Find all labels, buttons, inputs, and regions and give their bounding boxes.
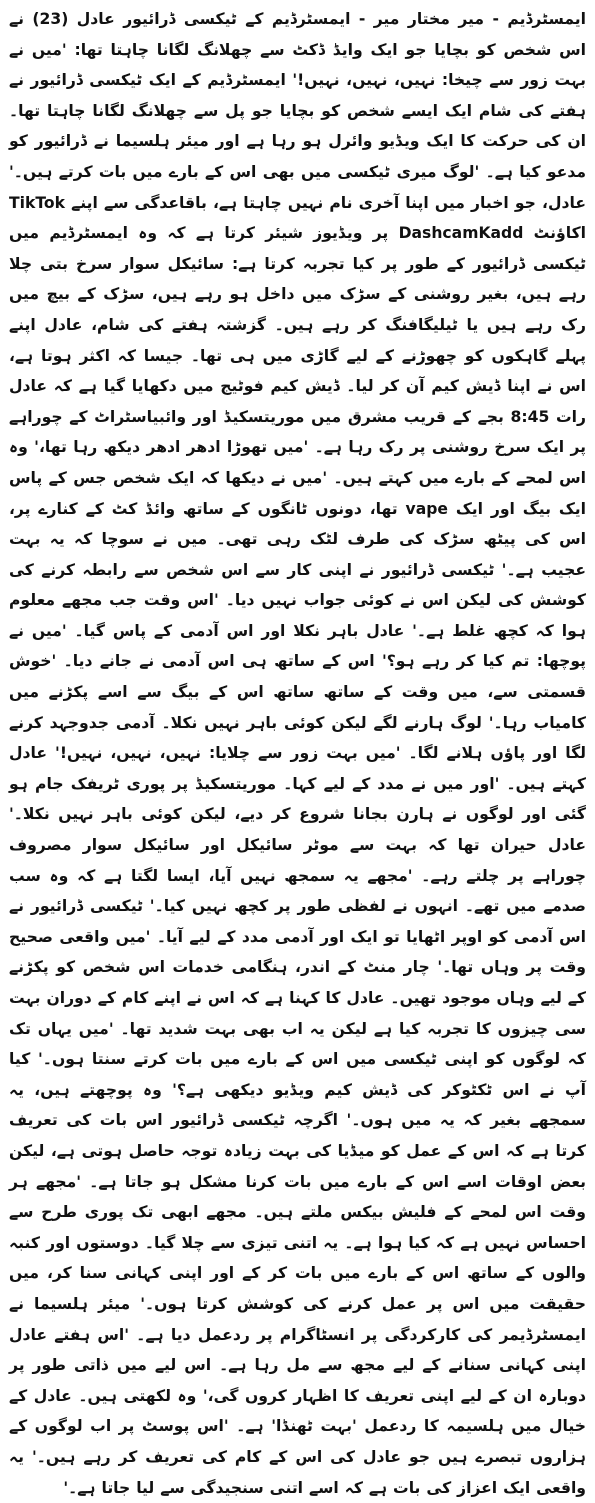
article-body: ایمسٹرڈیم - میر مختار میر - ایمسٹرڈیم کے ٹیکسی ڈرائیور عادل (23) نے اس شخص کو بچایا جو ایک وایڈ ڈکٹ سے چھلانگ لگانا چاہتا تھا: 'میں نے بہت زور سے چیخا: نہیں، نہیں، نہیں!' ایمسٹرڈیم کے ایک ٹیکسی ڈرائیور نے ہفتے کی شام ایک ایسے شخص کو بچایا جو پل سے چھلانگ لگانا چاہتا تھا۔ ان کی حرکت کا ایک ویڈیو وائرل ہو رہا ہے اور میئر ہلسیما نے ڈرائیور کو مدعو کیا ہے۔ 'لوگ میری ٹیکسی میں بھی اس کے بارے میں بات کرتے ہیں۔' عادل، جو اخبار میں اپنا آخری نام نہیں چاہتا ہے، باقاعدگی سے اپنے TikTok اکاؤنٹ DashcamKadd پر ویڈیوز شیئر کرتا ہے کہ وہ ایمسٹرڈیم میں ٹیکسی ڈرائیور کے طور پر کیا تجربہ کرتا ہے: سائیکل سوار سرخ بتی چلا رہے ہیں، بغیر روشنی کے سڑک میں داخل ہو رہے ہیں، سڑک کے بیچ میں رک رہے ہیں یا ٹیلیگافنگ کر رہے ہیں۔ گزشتہ ہفتے کی شام، عادل اپنے پہلے گاہکوں کو چھوڑنے کے لیے گاڑی میں ہی تھا۔ جیسا کہ اکثر ہوتا ہے، اس نے اپنا ڈیش کیم آن کر لیا۔ ڈیش کیم فوٹیج میں دکھایا گیا ہے کہ عادل رات 8:45 بجے کے قریب مشرق میں موریتسکیڈ اور وائبیاسٹراٹ کے چوراہے پر ایک سرخ روشنی پر رک رہا ہے۔ 'میں تھوڑا ادھر ادھر دیکھ رہا تھا،' وہ اس لمحے کے بارے میں کہتے ہیں۔ 'میں نے دیکھا کہ ایک شخص جس کے پاس ایک بیگ اور ایک vape تھا، دونوں ٹانگوں کے ساتھ وائڈ کٹ کے کنارے پر، اس کی پیٹھ سڑک کی طرف لٹک رہی تھی۔ میں نے سوچا کہ یہ بہت عجیب ہے۔' ٹیکسی ڈرائیور نے اپنی کار سے اس شخص سے رابطہ کرنے کی کوشش کی لیکن اس نے کوئی جواب نہیں دیا۔ 'اس وقت جب مجھے معلوم ہوا کہ کچھ غلط ہے۔' عادل باہر نکلا اور اس آدمی کے پاس گیا۔ 'میں نے پوچھا: تم کیا کر رہے ہو؟' اس کے ساتھ ہی اس آدمی نے جانے دیا۔ 'خوش قسمتی سے، میں وقت کے ساتھ ساتھ اس کے بیگ سے اسے پکڑنے میں کامیاب رہا۔' لوگ ہارنے لگے لیکن کوئی باہر نہیں نکلا۔ آدمی جدوجہد کرنے لگا اور پاؤں ہلانے لگا۔ 'میں بہت زور سے چلایا: نہیں، نہیں، نہیں!' عادل کہتے ہیں۔ 'اور میں نے مدد کے لیے کہا۔ موریتسکیڈ پر پوری ٹریفک جام ہو گئی اور لوگوں نے ہارن بجانا شروع کر دیے، لیکن کوئی باہر نہیں نکلا۔' عادل حیران تھا کہ بہت سے موٹر سائیکل اور سائیکل سوار مصروف چوراہے پر چلتے رہے۔ 'مجھے یہ سمجھ نہیں آیا، ایسا لگتا ہے کہ وہ سب صدمے میں تھے۔ انہوں نے لفظی طور پر کچھ نہیں کیا۔' ٹیکسی ڈرائیور نے اس آدمی کو اوپر اٹھایا تو ایک اور آدمی مدد کے لیے آیا۔ 'میں واقعی صحیح وقت پر وہاں تھا۔' چار منٹ کے اندر، ہنگامی خدمات اس شخص کو پکڑنے کے لیے وہاں موجود تھیں۔ عادل کا کہنا ہے کہ اس نے اپنے کام کے دوران بہت سی چیزوں کا تجربہ کیا ہے لیکن یہ اب بھی بہت شدید تھا۔ 'میں یہاں تک کہ لوگوں کو اپنی ٹیکسی میں اس کے بارے میں بات کرتے سنتا ہوں۔' کیا آپ نے اس ٹکٹوکر کی ڈیش کیم ویڈیو دیکھی ہے؟' وہ پوچھتے ہیں، یہ سمجھے بغیر کہ یہ میں ہوں۔' اگرچہ ٹیکسی ڈرائیور اس بات کی تعریف کرتا ہے کہ اس کے عمل کو میڈیا کی بہت زیادہ توجہ حاصل ہوتی ہے، لیکن بعض اوقات اسے اس کے بارے میں بات کرنا مشکل ہو جاتا ہے۔ 'مجھے ہر وقت اس لمحے کے فلیش بیکس ملتے ہیں۔ مجھے ابھی تک پوری طرح سے احساس نہیں ہے کہ کیا ہوا ہے۔ یہ اتنی تیزی سے چلا گیا۔ دوستوں اور کنبہ والوں کے ساتھ اس کے بارے میں بات کر کے اور اپنی کہانی سنا کر، میں حقیقت میں اس پر عمل کرنے کی کوشش کرتا ہوں۔' میئر ہلسیما نے ایمسٹرڈیمر کی کارکردگی پر انسٹاگرام پر ردعمل دیا ہے۔ 'اس ہفتے عادل اپنی کہانی سنانے کے لیے مجھ سے مل رہا ہے۔ اس لیے میں ذاتی طور پر دوبارہ ان کے لیے اپنی تعریف کا اظہار کروں گی،' وہ لکھتی ہیں۔ عادل کے خیال میں ہلسیمہ کا ردعمل 'بہت ٹھنڈا' ہے۔ 'اس پوسٹ پر اب لوگوں کے ہزاروں تبصرے ہیں جو عادل کی اس کے کام کی تعریف کر رہے ہیں۔' یہ واقعی ایک اعزاز کی بات ہے کہ اسے اتنی سنجیدگی سے لیا جاتا ہے۔' [9,10,586,1497]
